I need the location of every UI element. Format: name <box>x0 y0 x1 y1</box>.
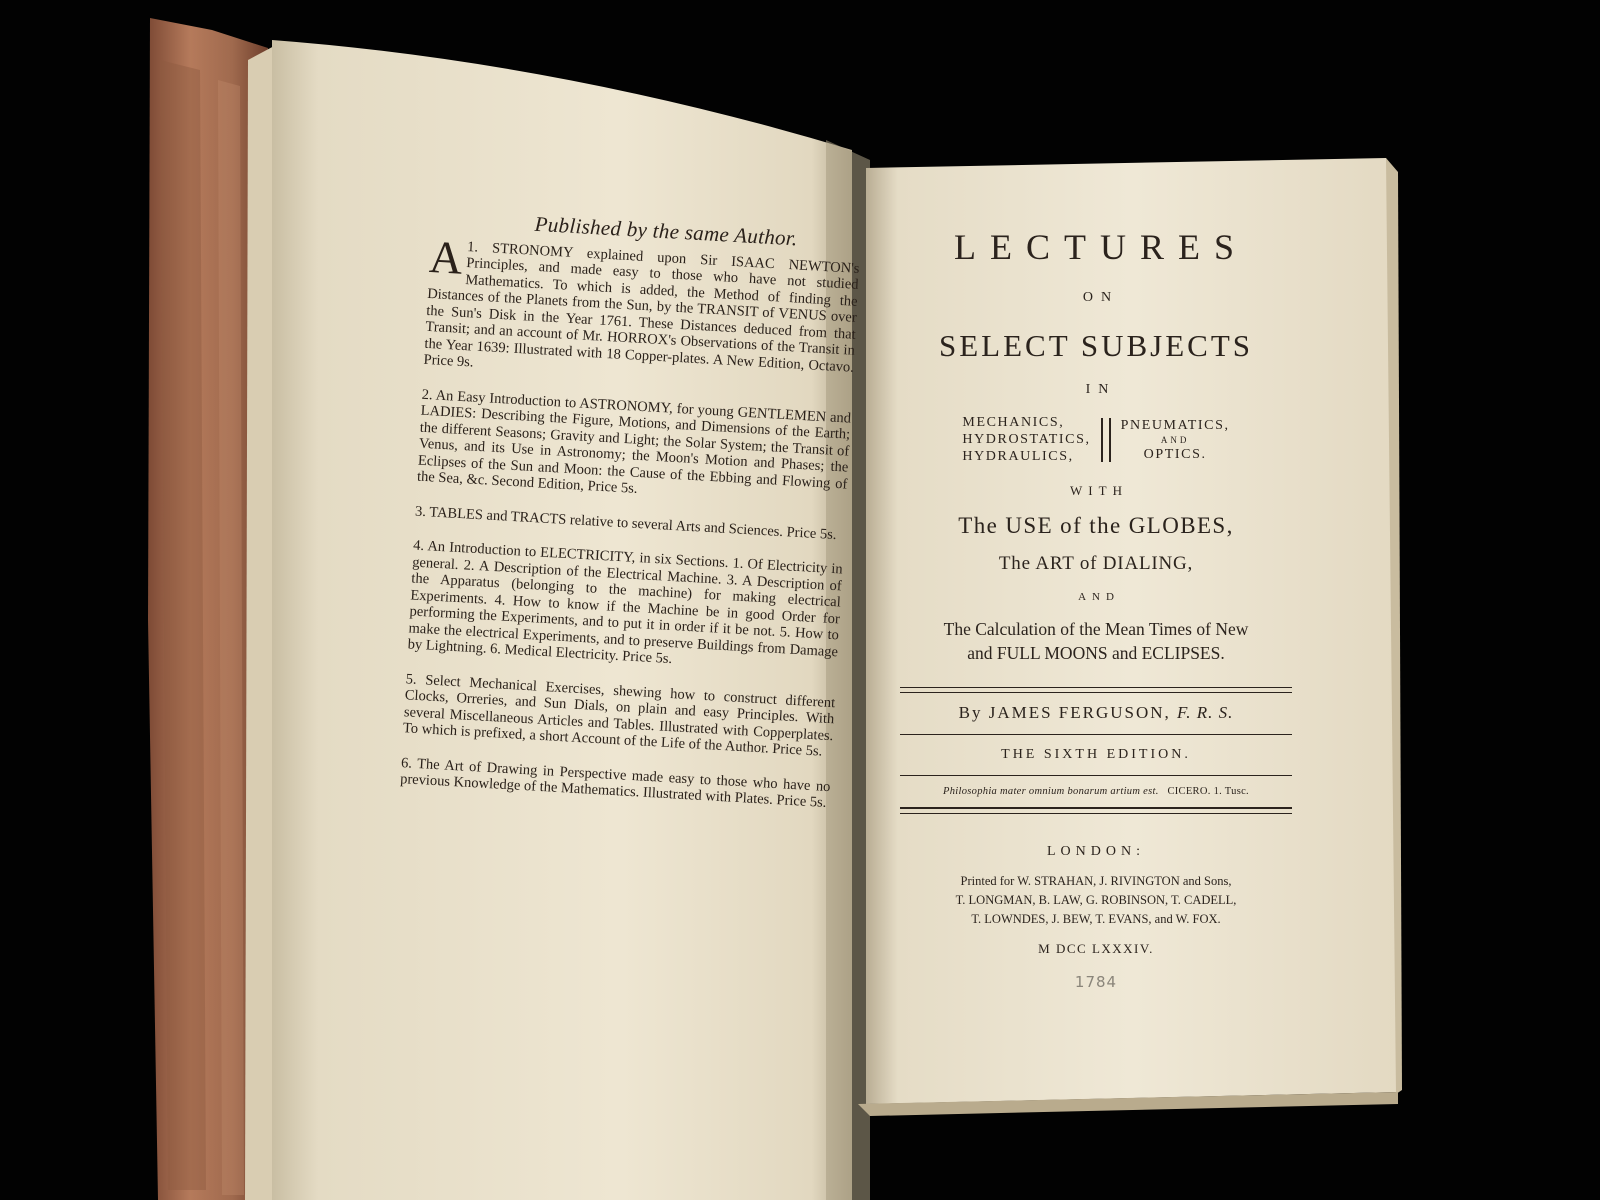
catalogue-entry-4 <box>407 537 843 676</box>
left-page-heading: Published by the same Author. <box>534 211 799 251</box>
entry-text: STRONOMY explained upon Sir ISAAC NEWTON's Principles, and made easy to those who have not studied Mathematics. To which is added, the Method of finding the Distances of the Planets from the Sun, by the TRANSIT of VENUS over the Sun's Disk in the Year 1761. These Distances deduced from that Transit; and an account of Mr. HORROX's Observations of the Transit in the Year 1639: Illustrated with 18 Copper-plates. A New Edition, Octavo. Price 9s. <box>423 239 860 376</box>
title-use-of-globes: The USE of the GLOBES, <box>958 513 1234 538</box>
entry-number: 1. <box>466 238 479 256</box>
motto-source: CICERO. 1. Tusc. <box>1167 786 1249 797</box>
subjects-right-column <box>1111 417 1230 463</box>
rule-above-author <box>900 687 1292 693</box>
title-lectures: LECTURES <box>953 227 1248 267</box>
entry-number: 5. <box>405 670 418 688</box>
rule-below-motto <box>900 807 1292 814</box>
calculation-line-2: and FULL MOONS and ECLIPSES. <box>967 643 1225 663</box>
entry-number: 3. <box>414 503 427 520</box>
author-credentials: F. R. S. <box>1177 703 1234 722</box>
printer-line-2: T. LONGMAN, B. LAW, G. ROBINSON, T. CADELL, <box>955 893 1237 907</box>
rule-below-author <box>900 734 1292 735</box>
title-on: ON <box>1082 290 1120 305</box>
entry-number: 2. <box>421 386 434 403</box>
author-name: By JAMES FERGUSON, <box>958 703 1171 722</box>
catalogue-entry-3 <box>415 503 845 543</box>
title-in: IN <box>1085 382 1117 397</box>
imprint-place: LONDON: <box>1047 844 1145 859</box>
title-with: WITH <box>1070 483 1128 498</box>
left-page-text <box>399 210 862 830</box>
catalogue-entry-2 <box>417 386 852 509</box>
cover-wear <box>160 60 206 1190</box>
entry-text: An Introduction to ELECTRICITY, in six Sections. 1. Of Electricity in general. 2. A Description of the Electrical Machine. 3. A Description of the Apparatus (belonging to the machine) for making electrical Experiments. 4. How to know if the Machine be in good Order for performing the Experiments, and to put it in order if it be not. 5. How to make the electrical Experiments, and to preserve Buildings from Damage by Lightning. 6. Medical Electricity. Price 5s. <box>407 538 844 668</box>
title-page <box>900 226 1292 991</box>
subject-hydrostatics: HYDROSTATICS, <box>962 432 1091 447</box>
imprint-printers <box>900 872 1292 929</box>
entry-number: 6. <box>400 754 413 772</box>
entry-number: 4. <box>412 537 425 555</box>
subject-hydraulics: HYDRAULICS, <box>962 449 1074 464</box>
rule-above-motto <box>900 775 1292 776</box>
motto-text: Philosophia mater omnium bonarum artium est. <box>943 786 1159 797</box>
calculation-line-1: The Calculation of the Mean Times of New <box>943 619 1249 639</box>
subjects-left-column <box>962 414 1100 465</box>
entry-text: The Art of Drawing in Perspective made easy to those who have no previous Knowledge of the Mathematics. Illustrated with Plates. Price 5s. <box>399 755 831 811</box>
catalogue-entry-6 <box>400 755 831 812</box>
catalogue-entry-5 <box>403 671 836 761</box>
subject-pneumatics: PNEUMATICS, <box>1120 417 1230 433</box>
edition-line: THE SIXTH EDITION. <box>1001 747 1191 762</box>
double-rule-divider <box>1101 418 1111 462</box>
subject-and: AND <box>1160 434 1190 445</box>
title-and: AND <box>1078 591 1120 603</box>
imprint-year: M DCC LXXXIV. <box>1038 941 1154 956</box>
author-line <box>900 703 1292 723</box>
entry-text: TABLES and TRACTS relative to several Arts and Sciences. Price 5s. <box>428 503 837 543</box>
subject-mechanics: MECHANICS, <box>962 415 1065 430</box>
printer-line-3: T. LOWNDES, J. BEW, T. EVANS, and W. FOX. <box>971 912 1221 926</box>
title-select-subjects: SELECT SUBJECTS <box>938 328 1253 363</box>
title-art-of-dialing: The ART of DIALING, <box>998 553 1194 574</box>
printer-line-1: Printed for W. STRAHAN, J. RIVINGTON and Sons, <box>960 874 1232 888</box>
entry-text: Select Mechanical Exercises, shewing how to construct different Clocks, Orreries, and Sun Dials, on plain and easy Principles. With several Miscellaneous Articles and Tables. Illustrated with Copperplates. To which is prefixed, a short Account of the Life of the Author. Price 5s. <box>402 671 836 760</box>
subjects-block <box>900 414 1292 465</box>
cover-wear-2 <box>218 80 244 1195</box>
title-calculation <box>900 617 1292 665</box>
entry-text: An Easy Introduction to ASTRONOMY, for young GENTLEMEN and LADIES: Describing the Figure, Motions, and Dimensions of the Earth; the different Seasons; Gravity and Light; the Solar System; the Transit of Venus, and its Use in Astronomy; the Moon's Motion and Phases; the Eclipses of the Sun and Moon: the Cause of the Ebbing and Flowing of the Sea, &c. Second Edition, Price 5s. <box>416 387 852 497</box>
dropcap-letter: A <box>428 230 465 284</box>
left-page-stack <box>245 45 276 1200</box>
motto-line <box>900 786 1292 797</box>
subject-optics: OPTICS. <box>1143 446 1207 462</box>
pencil-annotation: 1784 <box>1074 973 1118 991</box>
